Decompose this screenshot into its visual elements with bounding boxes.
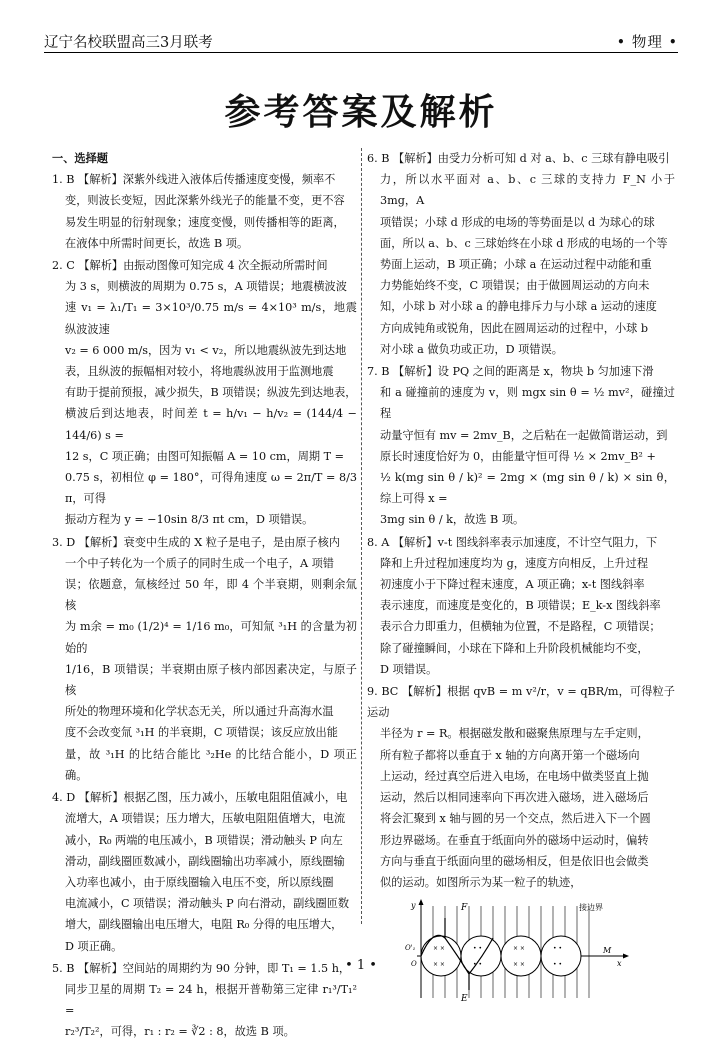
label-F: F xyxy=(461,903,468,914)
label-x: x xyxy=(617,959,622,969)
answer-line: 表示速度，而速度是变化的，B 项错误；E_k-x 图线斜率 xyxy=(380,599,661,613)
answer-line: 力，所以水平面对 a、b、c 三球的支持力 F_N 小于 3mg，A xyxy=(380,173,675,208)
answer-line: 力势能始终不变，C 项错误；由于做圆周运动的方向未 xyxy=(380,279,650,293)
svg-text:• •: • • xyxy=(553,945,562,953)
left-column xyxy=(52,148,357,1044)
answer-line: 同步卫星的周期 T₂ = 24 h，根据开普勒第三定律 r₁³/T₁² = xyxy=(65,982,357,1018)
answer-line: 9. BC 【解析】根据 qvB = m v²/r，v = qBR/m，可得粒子运动 xyxy=(367,685,675,720)
label-O1: O'₁ xyxy=(405,944,416,953)
answer-line: 8. A 【解析】v-t 图线斜率表示加速度，不计空气阻力，下 xyxy=(367,535,658,549)
answer-line: v₂ = 6 000 m/s，因为 v₁ < v₂，所以地震纵波先到达地 xyxy=(65,343,347,357)
page-header xyxy=(44,30,678,53)
answer-line: 减小，R₀ 两端的电压减小，B 项错误；滑动触头 P 向左 xyxy=(65,833,343,847)
answer-line: 入功率也减小，由于原线圈输入电压不变，所以原线圈 xyxy=(65,875,334,889)
column-divider xyxy=(361,148,362,924)
answer-line: 半径为 r = R。根据磁发散和磁聚焦原理与左手定则， xyxy=(380,727,649,741)
answer-line: 似的运动。如图所示为某一粒子的轨迹， xyxy=(380,875,582,889)
answer-line: 方向与垂直于纸面向里的磁场相反，但是依旧也会做类 xyxy=(380,854,649,868)
svg-text:• •: • • xyxy=(473,945,482,953)
answer-item-1 xyxy=(52,169,357,254)
answer-line: 振动方程为 y = −10sin 8/3 πt cm，D 项错误。 xyxy=(65,513,314,527)
answer-line: 增大，副线圈输出电压增大，电阻 R₀ 分得的电压增大， xyxy=(65,918,343,932)
answer-item-3 xyxy=(52,532,357,786)
answer-line: D 项错误。 xyxy=(380,662,438,676)
answer-line: 所处的物理环境和化学状态无关，所以通过升高海水温 xyxy=(65,705,334,719)
section-heading: 一、选择题 xyxy=(52,151,108,165)
answer-line: 1. B 【解析】深紫外线进入液体后传播速度变慢，频率不 xyxy=(52,173,336,187)
svg-text:× ×: × × xyxy=(513,945,525,953)
answer-line: 2. C 【解析】由振动图像可知完成 4 次全振动所需时间 xyxy=(52,259,328,273)
answer-line: 所有粒子都将以垂直于 x 轴的方向离开第一个磁场向 xyxy=(380,748,640,762)
answer-line: r₂³/T₂²，可得，r₁ : r₂ = ∛2 : 8，故选 B 项。 xyxy=(65,1025,295,1039)
header-exam-name: 辽宁名校联盟高三3月联考 xyxy=(44,34,213,51)
y-axis-arrow-icon xyxy=(419,899,424,905)
answer-line: 运动，然后以相同速率向下再次进入磁场，进入磁场后 xyxy=(380,791,649,805)
answer-line: 4. D 【解析】根据乙图，压力减小，压敏电阻阻值减小，电 xyxy=(52,791,348,805)
label-y: y xyxy=(411,901,416,911)
answer-line: 除了碰撞瞬间，小球在下降和上升阶段机械能均不变， xyxy=(380,641,649,655)
answer-line: 误；依题意，氚核经过 50 年，即 4 个半衰期，则剩余氚核 xyxy=(65,578,357,613)
answer-line: 面，所以 a、b、c 三球始终在小球 d 形成的电场的一个等 xyxy=(380,236,668,250)
answer-line: 形边界磁场。在垂直于纸面向外的磁场中运动时，偏转 xyxy=(380,833,649,847)
svg-text:• •: • • xyxy=(553,961,562,969)
answer-line: 在液体中所需时间更长，故选 B 项。 xyxy=(65,236,249,250)
answer-item-8 xyxy=(367,532,675,680)
answer-line: 5. B 【解析】空间站的周期约为 90 分钟，即 T₁ = 1.5 h， xyxy=(52,961,351,975)
answer-line: 和 a 碰撞前的速度为 v，则 mgx sin θ = ½ mv²，碰撞过程 xyxy=(380,386,675,421)
label-O: O xyxy=(411,960,417,969)
answer-line: 易发生明显的衍射现象；速度变慢，则传播相等的距离， xyxy=(65,215,345,229)
answer-line: 方向成钝角或锐角，因此在圆周运动的过程中，小球 b xyxy=(380,321,649,335)
answer-line: 3. D 【解析】衰变中生成的 X 粒子是电子，是由原子核内 xyxy=(52,535,340,549)
svg-text:• •: • • xyxy=(473,961,482,969)
answer-line: 6. B 【解析】由受力分析可知 d 对 a、b、c 三球有静电吸引 xyxy=(367,152,670,165)
answer-line: 知，小球 b 对小球 a 的静电排斥力与小球 a 运动的速度 xyxy=(380,300,657,314)
answer-line: 量，故 ³₁H 的比结合能比 ³₂He 的比结合能小，D 项正确。 xyxy=(65,747,357,782)
answer-line: 势面上运动，B 项正确；小球 a 在运动过程中动能和重 xyxy=(380,258,652,272)
answer-item-6 xyxy=(367,148,675,360)
answer-line: 动量守恒有 mv = 2mv_B，之后粘在一起做简谐运动，到 xyxy=(380,428,668,442)
answer-line: 上运动，经过真空后进入电场，在电场中做类竖直上抛 xyxy=(380,769,649,783)
svg-text:× ×: × × xyxy=(433,945,445,953)
answer-line: 7. B 【解析】设 PQ 之间的距离是 x，物块 b 匀加速下滑 xyxy=(367,365,654,379)
answer-item-2 xyxy=(52,255,357,531)
answer-line: 有助于提前预报，减少损失，B 项错误；纵波先到达地表， xyxy=(65,386,357,400)
answer-line: 12 s，C 项正确；由图可知振幅 A = 10 cm，周期 T = xyxy=(65,449,345,463)
answer-item-4 xyxy=(52,787,357,957)
page-title: 参考答案及解析 xyxy=(224,92,498,133)
answer-line: D 项正确。 xyxy=(65,939,123,953)
particle-trajectory-figure xyxy=(403,898,633,1003)
svg-text:× ×: × × xyxy=(513,961,525,969)
answer-line: 变，则波长变短，因此深紫外线光子的能量不变，更不容 xyxy=(65,194,345,208)
header-subject: • 物理 • xyxy=(616,34,678,51)
label-M: M xyxy=(603,946,612,956)
svg-text:× ×: × × xyxy=(433,961,445,969)
answer-line: 初速度小于下降过程末速度，A 项正确；x-t 图线斜率 xyxy=(380,578,645,592)
answer-line: ½ k(mg sin θ / k)² = 2mg × (mg sin θ / k) × sin θ，综上可得 x = xyxy=(380,471,675,506)
page-number: • 1 • xyxy=(345,958,377,973)
answer-line: 降和上升过程加速度均为 g，速度方向相反，上升过程 xyxy=(380,556,649,570)
answer-line: 流增大，A 项错误；压力增大，压敏电阻阻值增大，电流 xyxy=(65,812,346,826)
answer-line: 对小球 a 做负功或正功，D 项错误。 xyxy=(380,342,563,356)
answer-line: 将会汇聚到 x 轴与圆的另一个交点，然后进入下一个圆 xyxy=(380,812,651,826)
answer-line: 速 v₁ = λ₁/T₁ = 3×10³/0.75 m/s = 4×10³ m/s，地震纵波波速 xyxy=(65,301,357,336)
answer-item-7 xyxy=(367,361,675,531)
answer-line: 为 m余 = m₀ (1/2)⁴ = 1/16 m₀，可知氚 ³₁H 的含量为初始的 xyxy=(65,620,357,655)
answer-line: 3mg sin θ / k，故选 B 项。 xyxy=(380,513,525,527)
answer-line: 0.75 s，初相位 φ = 180°，可得角速度 ω = 2π/T = 8/3 π，可得 xyxy=(65,471,357,506)
answer-line: 电流减小，C 项错误；滑动触头 P 向右滑动，副线圈匝数 xyxy=(65,897,350,911)
answer-line: 表，且纵波的振幅相对较小，将地震纵波用于监测地震 xyxy=(65,365,334,379)
answer-line: 横波后到达地表，时间差 t = h/v₁ − h/v₂ = (144/4 − 144/6) s = xyxy=(65,407,357,442)
answer-item-9 xyxy=(367,681,675,893)
answer-line: 1/16，B 项错误；半衰期由原子核内部因素决定，与原子核 xyxy=(65,662,357,698)
answer-line: 一个中子转化为一个质子的同时生成一个电子，A 项错 xyxy=(65,556,334,570)
answer-line: 为 3 s，则横波的周期为 0.75 s，A 项错误；地震横波波 xyxy=(65,280,347,294)
answer-line: 原长时速度恰好为 0，由能量守恒可得 ½ × 2mv_B² + xyxy=(380,449,656,463)
answer-line: 表示合力即重力，但横轴为位置，不是路程，C 项错误； xyxy=(380,620,661,634)
label-boundary: 接边界 xyxy=(579,903,603,913)
answer-line: 项错误；小球 d 形成的电场的等势面是以 d 为球心的球 xyxy=(380,215,655,229)
label-E: E xyxy=(461,994,468,1004)
answer-line: 滑动，副线圈匝数减小，副线圈输出功率减小，原线圈输 xyxy=(65,854,345,868)
answer-line: 度不会改变氚 ³₁H 的半衰期，C 项错误；该反应放出能 xyxy=(65,726,338,740)
right-column xyxy=(367,148,675,1010)
